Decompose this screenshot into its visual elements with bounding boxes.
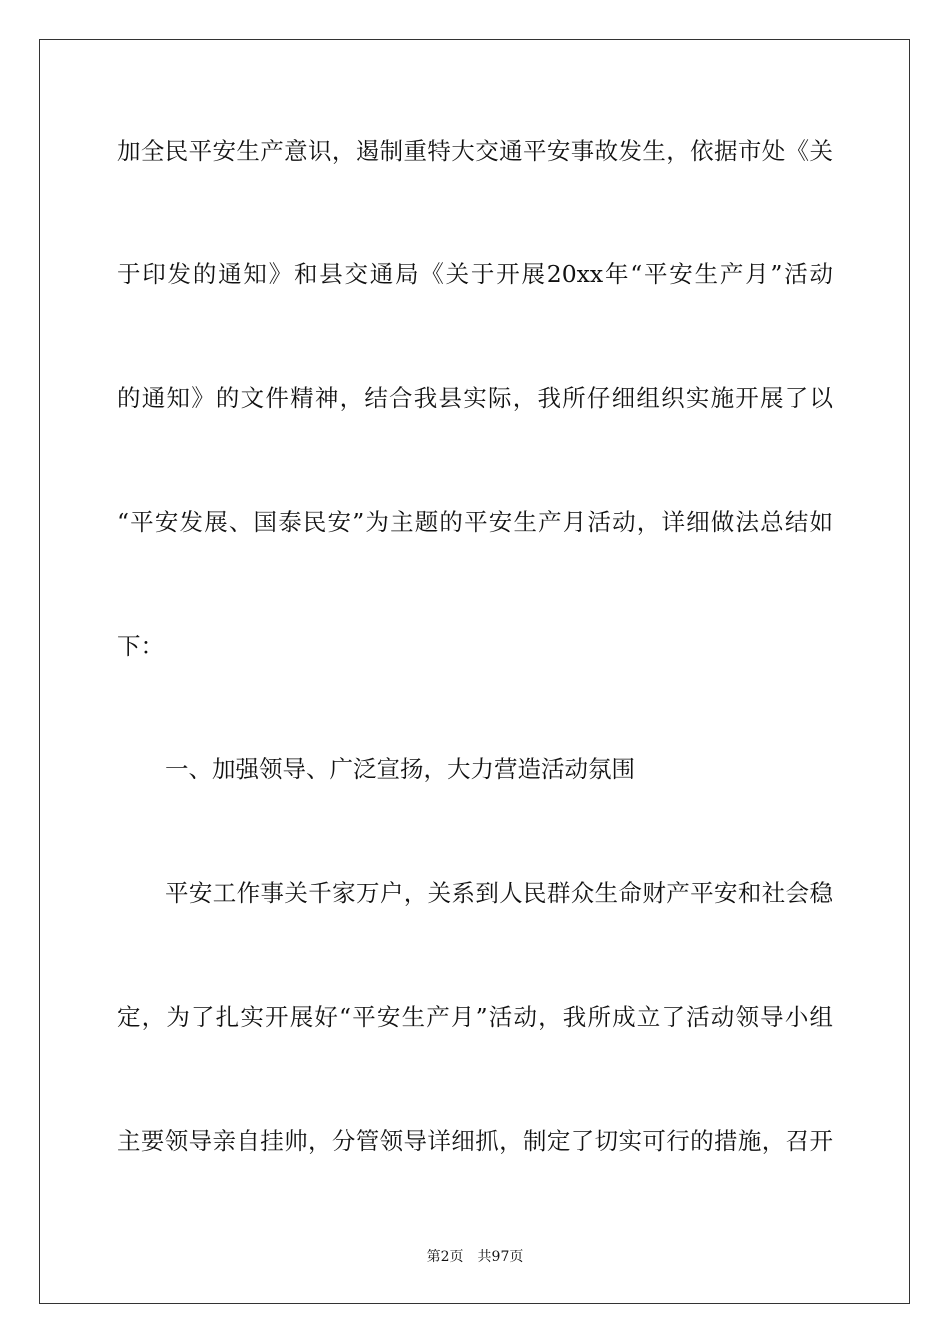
text-line-7: 平安工作事关千家万户，关系到人民群众生命财产平安和社会稳: [165, 879, 833, 907]
text-line-9: 主要领导亲自挂帅，分管领导详细抓，制定了切实可行的措施，召开: [117, 1127, 833, 1155]
text-line-2: 于印发的通知》和县交通局《关于开展20xx年“平安生产月”活动: [117, 260, 833, 288]
page-frame: [39, 39, 910, 1304]
page-number-current: 第2页: [426, 1249, 464, 1265]
section-heading: 一、加强领导、广泛宣扬，大力营造活动氛围: [165, 755, 635, 783]
text-line-4: “平安发展、国泰民安”为主题的平安生产月活动，详细做法总结如: [117, 508, 833, 536]
text-line-3: 的通知》的文件精神，结合我县实际，我所仔细组织实施开展了以: [117, 384, 833, 412]
page-number-total: 共97页: [477, 1249, 524, 1265]
text-line-8: 定，为了扎实开展好“平安生产月”活动，我所成立了活动领导小组: [117, 1003, 833, 1031]
page-footer: [0, 1248, 950, 1266]
text-line-1: 加全民平安生产意识，遏制重特大交通平安事故发生，依据市处《关: [117, 137, 833, 165]
text-line-5: 下：: [117, 632, 164, 660]
